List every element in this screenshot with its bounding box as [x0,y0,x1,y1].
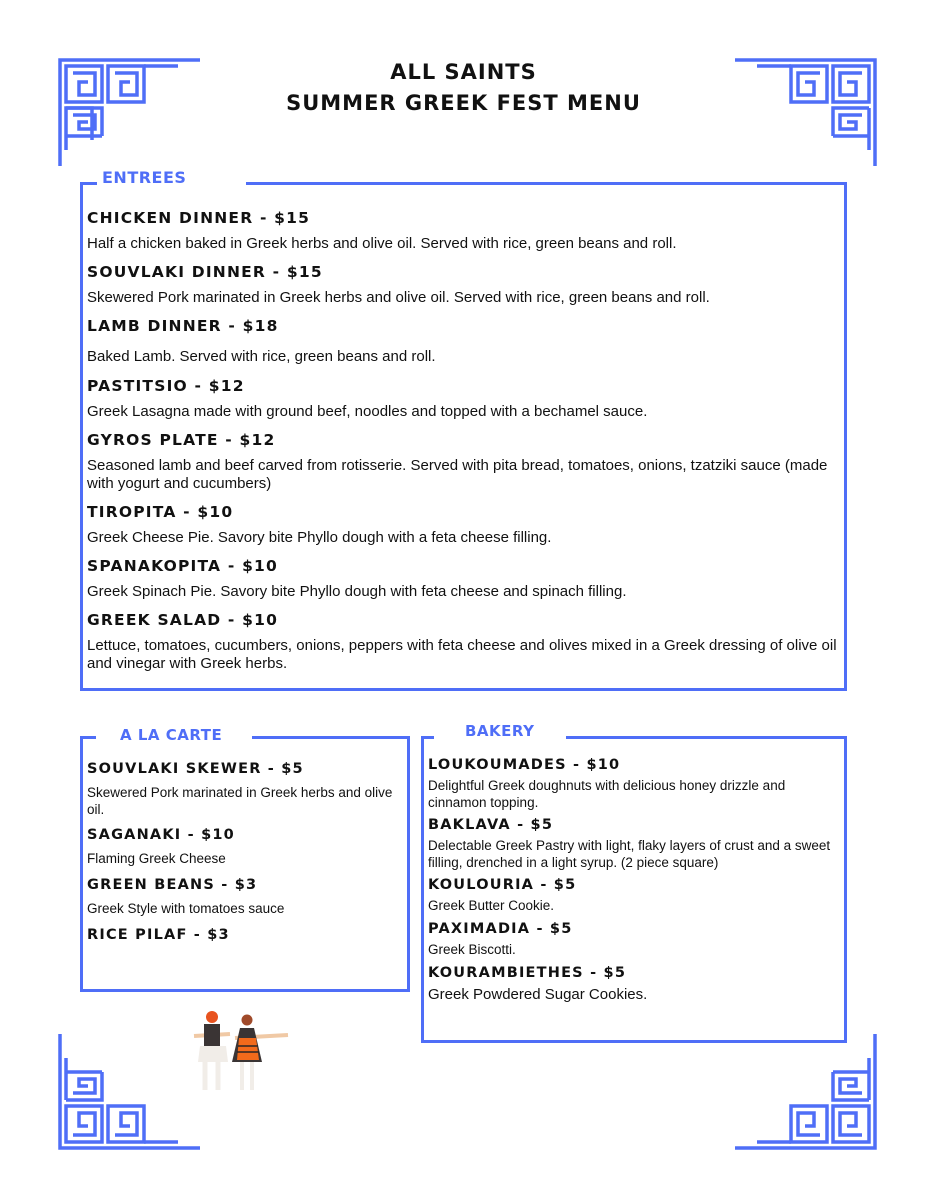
menu-item-name: GYROS PLATE - $12 [87,431,276,449]
alacarte-label: A LA CARTE [120,726,223,744]
menu-item-name: GREEK SALAD - $10 [87,611,279,629]
menu-item-desc: Greek Cheese Pie. Savory bite Phyllo dough with a feta cheese filling. [87,529,552,546]
menu-item-name: SPANAKOPITA - $10 [87,557,279,575]
menu-item-name: BAKLAVA - $5 [428,817,554,833]
bakery-label: BAKERY [465,722,535,740]
menu-item-name: KOULOURIA - $5 [428,877,577,893]
menu-item-desc: Greek Powdered Sugar Cookies. [428,986,648,1003]
menu-item-name: LOUKOUMADES - $10 [428,757,621,773]
menu-item-desc: Seasoned lamb and beef carved from rotisserie. Served with pita bread, tomatoes, onions, tzatziki sauce (made with yogurt and cucumbers) [87,457,828,492]
menu-item-desc: Greek Biscotti. [428,942,516,957]
menu-item-desc: Delightful Greek doughnuts with delicious honey drizzle and cinnamon topping. [428,778,786,810]
menu-item-desc: Flaming Greek Cheese [87,851,226,866]
greek-key-corner-bottom-left-icon [58,1032,208,1150]
menu-title-line2: SUMMER GREEK FEST MENU [286,91,641,115]
menu-item-name: PAXIMADIA - $5 [428,921,573,937]
menu-item-desc: Half a chicken baked in Greek herbs and olive oil. Served with rice, green beans and roll. [87,235,677,252]
greek-dancers-illustration [190,1010,300,1100]
menu-item-desc: Greek Lasagna made with ground beef, noodles and topped with a bechamel sauce. [87,403,648,420]
menu-item-desc: Greek Style with tomatoes sauce [87,901,285,916]
menu-item-desc: Lettuce, tomatoes, cucumbers, onions, peppers with feta cheese and olives mixed in a Greek dressing of olive oil and vinegar with Greek herbs. [87,637,837,672]
menu-item-name: KOURAMBIETHES - $5 [428,965,627,981]
menu-item-desc: Greek Butter Cookie. [428,898,555,913]
menu-item-desc: Delectable Greek Pastry with light, flaky layers of crust and a sweet filling, drenched in a light syrup. (2 piece square) [428,838,831,870]
menu-item-desc: Skewered Pork marinated in Greek herbs and olive oil. [87,785,393,817]
menu-item-name: SOUVLAKI DINNER - $15 [87,263,323,281]
menu-item-name: SAGANAKI - $10 [87,827,235,843]
greek-key-corner-bottom-right-icon [727,1032,877,1150]
menu-item-name: SOUVLAKI SKEWER - $5 [87,761,304,777]
menu-title-line1: ALL SAINTS [390,60,537,84]
menu-item-name: CHICKEN DINNER - $15 [87,209,311,227]
menu-item-name: RICE PILAF - $3 [87,927,230,943]
menu-item-desc: Skewered Pork marinated in Greek herbs and olive oil. Served with rice, green beans and roll. [87,289,710,306]
entrees-label: ENTREES [102,168,187,187]
menu-item-name: PASTITSIO - $12 [87,377,245,395]
menu-item-desc: Greek Spinach Pie. Savory bite Phyllo dough with feta cheese and spinach filling. [87,583,627,600]
menu-item-desc: Baked Lamb. Served with rice, green beans and roll. [87,348,436,365]
menu-item-name: LAMB DINNER - $18 [87,317,279,335]
menu-item-name: GREEN BEANS - $3 [87,877,258,893]
menu-item-name: TIROPITA - $10 [87,503,234,521]
